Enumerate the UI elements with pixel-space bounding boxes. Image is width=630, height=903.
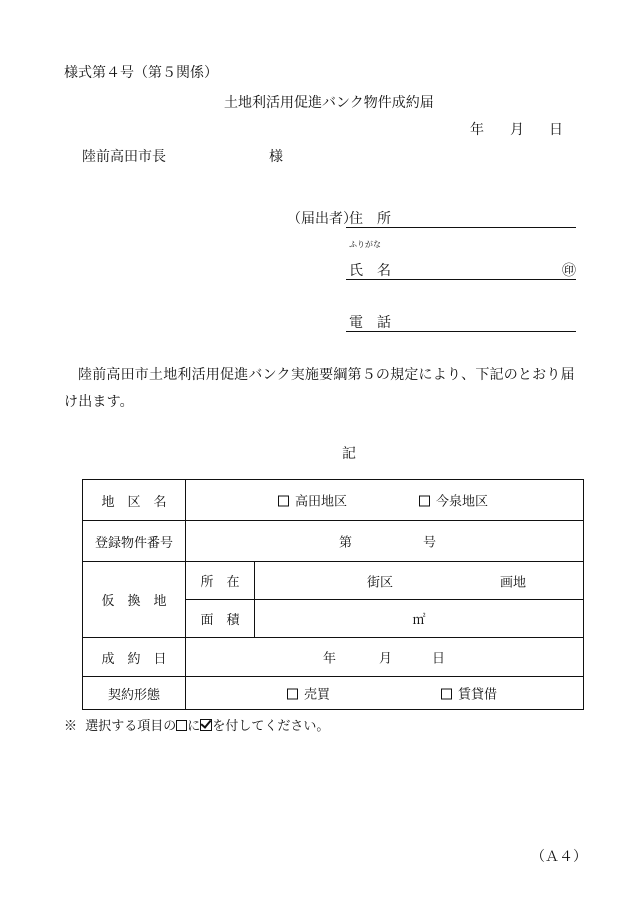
addressee-name: 陸前高田市長 — [82, 149, 166, 165]
location-kakuchi: 画地 — [500, 575, 527, 590]
contract-type-label: 契約形態 — [107, 687, 160, 703]
checked-box-icon — [200, 719, 212, 731]
district-option-imaizumi[interactable]: 今泉地区 — [419, 491, 488, 510]
checkbox-icon[interactable] — [278, 496, 289, 507]
addressee-honorific: 様 — [269, 149, 283, 165]
date-month-label: 月 — [510, 122, 524, 138]
table-row-contract-date — [83, 638, 584, 677]
checkbox-icon[interactable] — [287, 689, 298, 700]
paper-size: （Ａ４） — [531, 849, 587, 865]
table-row-registration — [83, 521, 584, 562]
details-table — [82, 479, 584, 710]
address-underline — [346, 227, 576, 228]
location-label: 所 在 — [200, 575, 240, 590]
contract-day: 日 — [432, 651, 446, 667]
form-number: 様式第４号（第５関係） — [64, 65, 218, 81]
district-option-takata[interactable]: 高田地区 — [278, 491, 347, 510]
contract-date-label-cell — [83, 638, 186, 677]
body-text: 陸前高田市土地利活用促進バンク実施要綱第５の規定により、下記のとおり届け出ます。 — [64, 367, 575, 410]
land-label-cell — [83, 562, 186, 638]
address-label: 住 所 — [349, 211, 391, 227]
table-row-location — [83, 562, 584, 600]
phone-underline — [346, 331, 576, 332]
furigana-label: ふりがな — [349, 240, 381, 249]
location-value-cell[interactable] — [255, 562, 584, 600]
registration-label-cell — [83, 521, 186, 562]
area-label-cell — [186, 600, 255, 638]
table-row-contract-type — [83, 677, 584, 710]
name-label: 氏 名 — [349, 263, 391, 279]
name-underline — [346, 279, 576, 280]
note-text-before: 選択する項目の — [85, 719, 177, 734]
district-label-cell — [83, 480, 186, 521]
instruction-note — [64, 718, 329, 735]
seal-mark: ㊞ — [562, 263, 576, 279]
location-gaiku: 街区 — [367, 575, 394, 590]
district-label: 地 区 名 — [101, 494, 167, 510]
contract-month: 月 — [379, 651, 393, 667]
table-row-district — [83, 480, 584, 521]
contract-date-value-cell[interactable] — [186, 638, 584, 677]
contract-year: 年 — [323, 651, 337, 667]
registration-value-cell[interactable] — [186, 521, 584, 562]
date-day-label: 日 — [549, 122, 563, 138]
registration-label: 登録物件番号 — [94, 535, 173, 551]
district-value-cell — [186, 480, 584, 521]
checkbox-icon[interactable] — [419, 496, 430, 507]
note-text-after: を付してください。 — [212, 719, 330, 734]
location-label-cell — [186, 562, 255, 600]
contract-option-lease[interactable]: 賃貸借 — [441, 684, 497, 703]
registration-dai: 第 — [339, 535, 353, 551]
area-value-cell[interactable] — [255, 600, 584, 638]
contract-date-label: 成 約 日 — [101, 651, 167, 667]
checkbox-icon[interactable] — [441, 689, 452, 700]
area-label: 面 積 — [200, 613, 240, 628]
land-label: 仮 換 地 — [101, 594, 167, 609]
contract-type-value-cell — [186, 677, 584, 710]
date-year-label: 年 — [470, 122, 484, 138]
page-title: 土地利活用促進バンク物件成約届 — [224, 95, 434, 111]
applicant-label: （届出者） — [287, 211, 357, 227]
contract-type-label-cell — [83, 677, 186, 710]
phone-label: 電 話 — [349, 315, 391, 331]
registration-go: 号 — [423, 535, 437, 551]
area-unit: ㎡ — [412, 613, 426, 628]
note-text-mid: に — [187, 719, 201, 734]
contract-option-sale[interactable]: 売買 — [287, 684, 330, 703]
ki-label: 記 — [342, 446, 356, 462]
note-mark: ※ — [64, 719, 78, 734]
empty-box-icon — [176, 720, 187, 731]
